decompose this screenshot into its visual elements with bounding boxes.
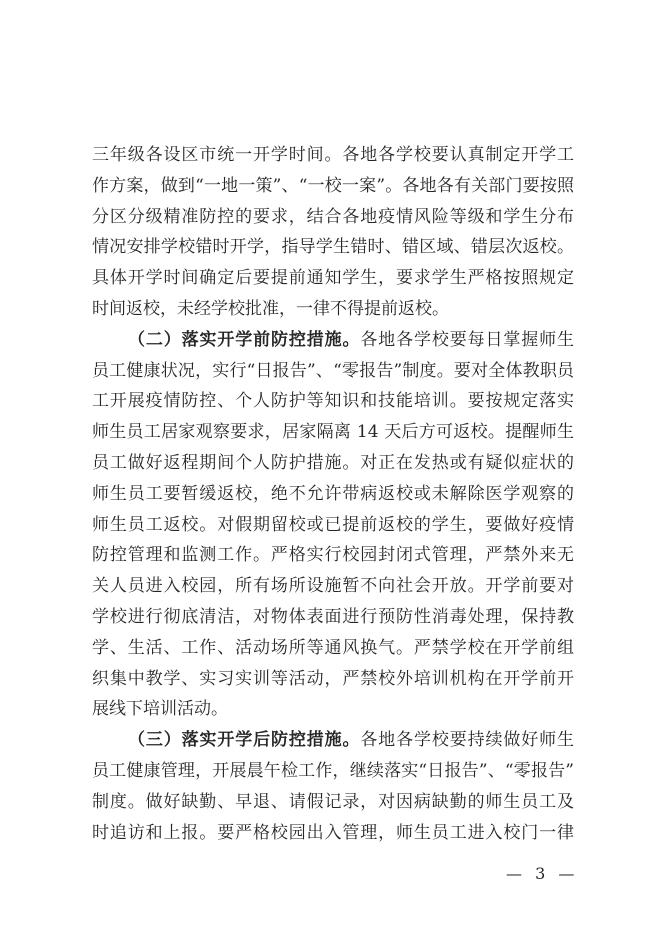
document-body — [92, 140, 574, 848]
text-line — [92, 325, 574, 356]
text-line: 员工做好返程期间个人防护措施。对正在发热或有疑似症状的 — [92, 452, 574, 473]
paragraph-3 — [92, 725, 574, 848]
text-line: 展线下培训活动。 — [92, 699, 228, 720]
text-line: 员工健康状况，实行“日报告”、“零报告”制度。要对全体教职员 — [92, 360, 574, 381]
text-line: 师生员工返校。对假期留校或已提前返校的学生，要做好疫情 — [92, 514, 574, 535]
text-line: 情况安排学校错时开学，指导学生错时、错区域、错层次返校。 — [92, 237, 574, 258]
text-line: 员工健康管理，开展晨午检工作，继续落实“日报告”、“零报告” — [92, 760, 574, 781]
paragraph-1 — [92, 140, 574, 325]
text-line: 时追访和上报。要严格校园出入管理，师生员工进入校门一律 — [92, 822, 574, 843]
text-line: 师生员工要暂缓返校，绝不允许带病返校或未解除医学观察的 — [92, 483, 574, 504]
text-line: 制度。做好缺勤、早退、请假记录，对因病缺勤的师生员工及 — [92, 791, 574, 812]
text-line: 工开展疫情防控、个人防护等知识和技能培训。要按规定落实 — [92, 391, 574, 412]
text-line: 防控管理和监测工作。严格实行校园封闭式管理，严禁外来无 — [92, 545, 574, 566]
text-span: 各地各学校要每日掌握师生 — [360, 329, 574, 350]
text-line: 师生员工居家观察要求，居家隔离 14 天后方可返校。提醒师生 — [92, 422, 574, 443]
text-line: 具体开学时间确定后要提前通知学生，要求学生严格按照规定 — [92, 268, 574, 289]
page-number: — 3 — — [506, 864, 579, 883]
text-line: 分区分级精准防控的要求，结合各地疫情风险等级和学生分布 — [92, 206, 574, 227]
text-line: 学校进行彻底清洁，对物体表面进行预防性消毒处理，保持教 — [92, 606, 574, 627]
section-heading-3: （三）落实开学后防控措施。 — [128, 730, 361, 751]
text-line: 时间返校，未经学校批准，一律不得提前返校。 — [92, 298, 449, 319]
text-line: 织集中教学、实习实训等活动，严禁校外培训机构在开学前开 — [92, 668, 574, 689]
text-line: 学、生活、工作、活动场所等通风换气。严禁学校在开学前组 — [92, 637, 574, 658]
text-span: 各地各学校要持续做好师生 — [360, 730, 574, 751]
text-line — [92, 725, 574, 756]
section-heading-2: （二）落实开学前防控措施。 — [128, 329, 361, 350]
text-line: 作方案，做到“一地一策”、“一校一案”。各地各有关部门要按照 — [92, 175, 574, 196]
text-line: 关人员进入校园，所有场所设施暂不向社会开放。开学前要对 — [92, 576, 574, 597]
paragraph-2 — [92, 325, 574, 725]
text-line: 三年级各设区市统一开学时间。各地各学校要认真制定开学工 — [92, 145, 574, 165]
